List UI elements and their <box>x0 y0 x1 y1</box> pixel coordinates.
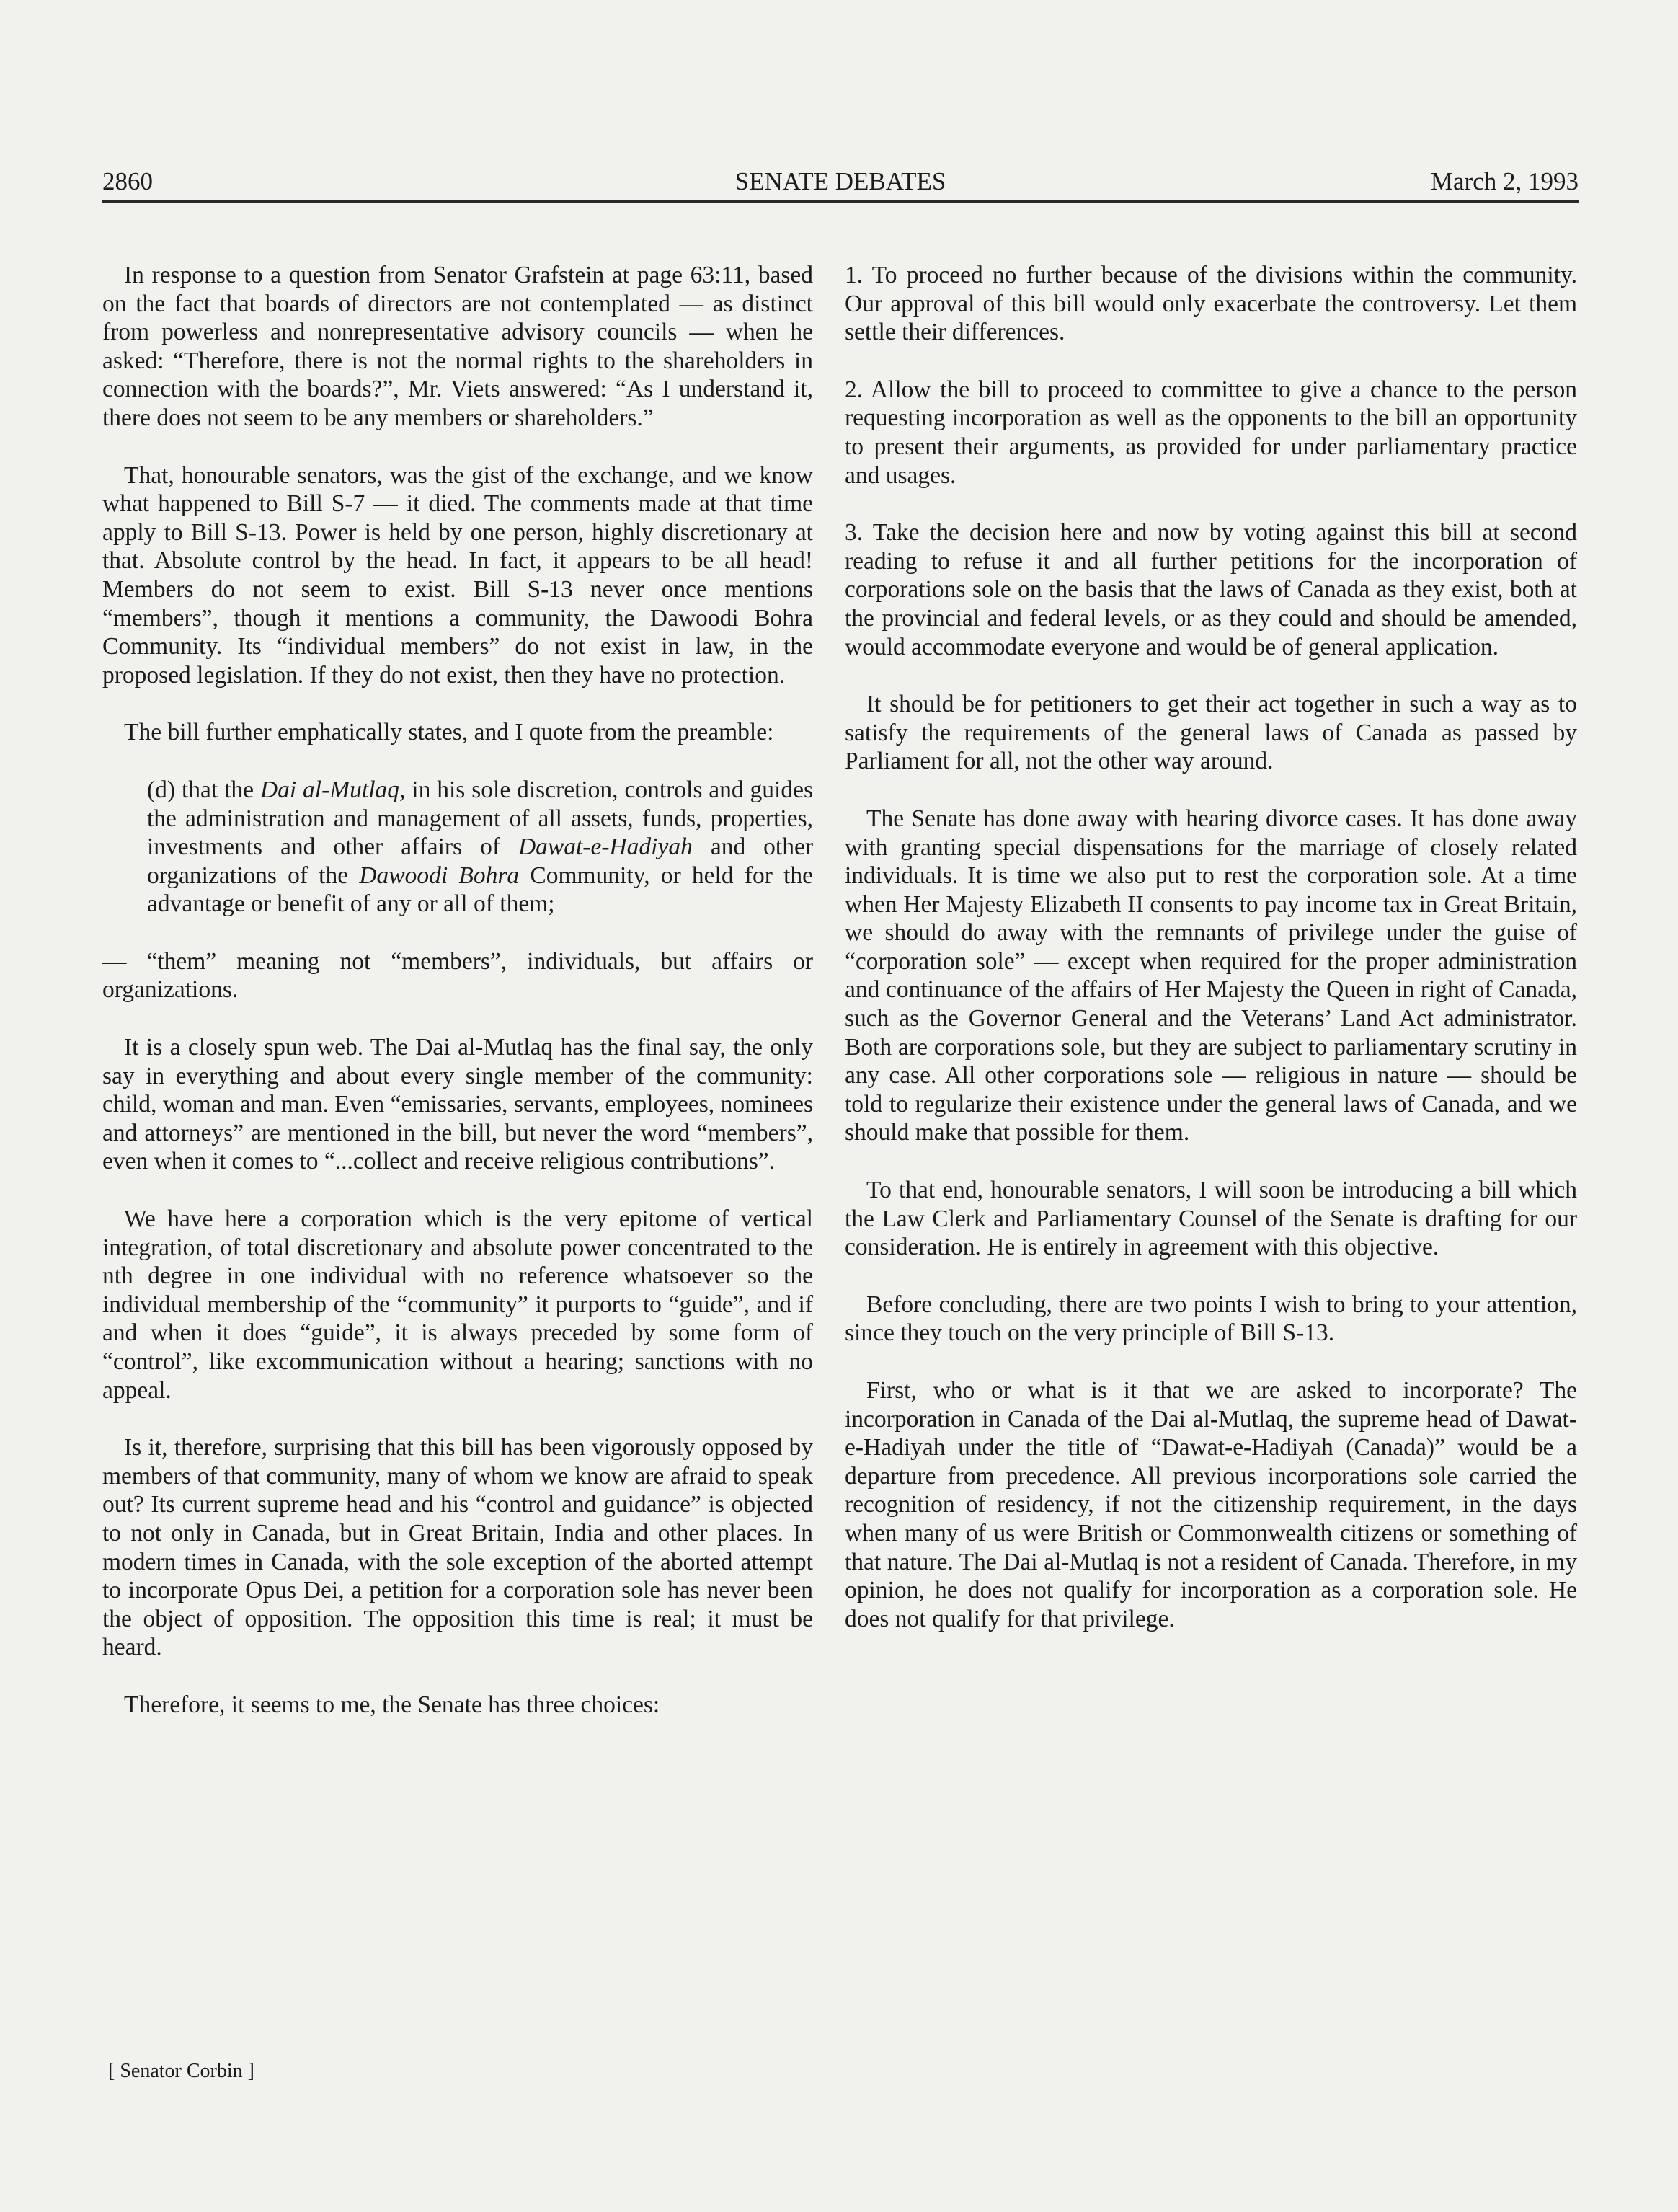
quote-emphasis: Dawat-e-Hadiyah <box>518 833 693 861</box>
paragraph: The Senate has done away with hearing divorce cases. It has done away with granting special dispensations for the marriage of closely related individuals. It is time we also put to rest the corporation sole. At a time when Her Majesty Elizabeth II consents to pay income tax in Great Britain, we should do away with the remnants of privilege under the guise of “corporation sole” — except when required for the proper administration and continuance of the affairs of Her Majesty the Queen in right of Canada, such as the Governor General and the Veterans’ Land Act administrator. Both are corporations sole, but they are subject to parliamentary scrutiny in any case. All other corporations sole — religious in nature — should be told to regularize their existence under the general laws of Canada, and we should make that possible for them. <box>845 805 1577 1146</box>
left-column <box>102 261 813 1748</box>
paragraph: — “them” meaning not “members”, individuals, but affairs or organizations. <box>102 947 813 1004</box>
paragraph: We have here a corporation which is the very epitome of vertical integration, of total discretionary and absolute power concentrated to the nth degree in one individual with no reference whatsoever so the individual membership of the “community” it purports to “guide”, and if and when it does “guide”, it is always preceded by some form of “control”, like excommunication without a hearing; sanctions with no appeal. <box>102 1205 813 1404</box>
paragraph: Is it, therefore, surprising that this bill has been vigorously opposed by members of that community, many of whom we know are afraid to speak out? Its current supreme head and his “control and guidance” is objected to not only in Canada, but in Great Britain, India and other places. In modern times in Canada, with the sole exception of the aborted attempt to incorporate Opus Dei, a petition for a corporation sole has never been the object of opposition. The opposition this time is real; it must be heard. <box>102 1434 813 1661</box>
quoted-preamble <box>147 776 813 919</box>
choice-item: 1. To proceed no further because of the divisions within the community. Our approval of this bill would only exacerbate the controversy. Let them settle their differences. <box>845 262 1577 346</box>
quote-text: Community, or held for the advantage or benefit of any or all of them; <box>147 862 814 918</box>
choice-item: 2. Allow the bill to proceed to committee to give a chance to the person requesting incorporation as well as the opponents to the bill an opportunity to present their arguments, as provided for under parliamentary practice and usages. <box>845 376 1577 489</box>
paragraph: Before concluding, there are two points I wish to bring to your attention, since they touch on the very principle of Bill S-13. <box>845 1291 1577 1347</box>
choice-item: 3. Take the decision here and now by voting against this bill at second reading to refuse it and all further petitions for the incorporation of corporations sole on the basis that the laws of Canada as they exist, both at the provincial and federal levels, or as they could and should be amended, would accommodate everyone and would be of general application. <box>845 519 1577 660</box>
paragraph: In response to a question from Senator Grafstein at page 63:11, based on the fact that boards of directors are not contemplated — as distinct from powerless and nonrepresentative advisory councils — when he asked: “Therefore, there is not the normal rights to the shareholders in connection with the boards?”, Mr. Viets answered: “As I understand it, there does not seem to be any members or shareholders.” <box>102 262 813 431</box>
paragraph: To that end, honourable senators, I will soon be introducing a bill which the Law Clerk and Parliamentary Counsel of the Senate is drafting for our consideration. He is entirely in agreement with this objective. <box>845 1177 1577 1261</box>
quote-emphasis: Dawoodi Bohra <box>359 862 520 889</box>
right-column <box>845 261 1577 1662</box>
paragraph: That, honourable senators, was the gist of the exchange, and we know what happened to Bill S-7 — it died. The comments made at that time apply to Bill S-13. Power is held by one person, highly discretionary at that. Absolute control by the head. In fact, it appears to be all head! Members do not seem to exist. Bill S-13 never once mentions “members”, though it mentions a community, the Dawoodi Bohra Community. Its “individual members” do not exist in law, in the proposed legislation. If they do not exist, then they have no protection. <box>102 461 813 689</box>
quote-text: (d) that the <box>147 776 260 803</box>
paragraph: The bill further emphatically states, and I quote from the preamble: <box>124 719 774 746</box>
quote-text: , in his sole discretion, controls and guides the administration and management of all assets, funds, properties, investments and other affairs of <box>147 776 813 861</box>
paragraph: First, who or what is it that we are asked to incorporate? The incorporation in Canada of the Dai al-Mutlaq, the supreme head of Dawat-e-Hadiyah under the title of “Dawat-e-Hadiyah (Canada)” would be a departure from precedence. All previous incorporations sole carried the recognition of residency, if not the citizenship requirement, in the days when many of us were British or Commonwealth citizens or something of that nature. The Dai al-Mutlaq is not a resident of Canada. Therefore, in my opinion, he does not qualify for incorporation as a corporation sole. He does not qualify for that privilege. <box>845 1377 1577 1632</box>
paragraph: It should be for petitioners to get their act together in such a way as to satisfy the requirements of the general laws of Canada as passed by Parliament for all, not the other way around. <box>845 691 1577 775</box>
quote-text: and other organizations of the <box>147 833 814 889</box>
paragraph: It is a closely spun web. The Dai al-Mutlaq has the final say, the only say in everything and about every single member of the community: child, woman and man. Even “emissaries, servants, employees, nominees and attorneys” are mentioned in the bill, but never the word “members”, even when it comes to “...collect and receive religious contributions”. <box>102 1034 813 1175</box>
page-number: 2860 <box>102 167 153 195</box>
speaker-footer: [ Senator Corbin ] <box>108 2060 254 2082</box>
publication-date: March 2, 1993 <box>1430 167 1579 195</box>
publication-title: SENATE DEBATES <box>734 167 946 195</box>
page-header <box>102 164 1579 203</box>
paragraph: Therefore, it seems to me, the Senate has three choices: <box>124 1691 660 1718</box>
quote-emphasis: Dai al-Mutlaq <box>259 776 400 803</box>
